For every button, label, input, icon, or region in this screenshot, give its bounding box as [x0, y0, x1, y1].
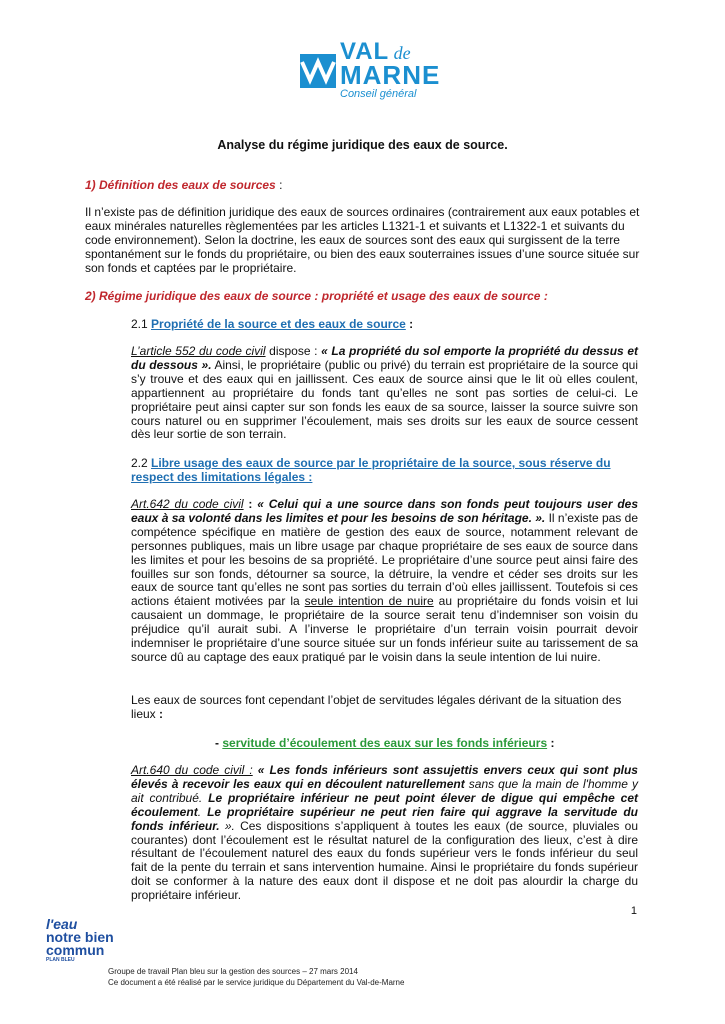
page-number: 1	[630, 905, 637, 917]
article-640-body	[131, 764, 638, 903]
article-640-plain-1: sans que la main de l'homme y ait contribué.	[131, 776, 639, 805]
article-552-dispose: dispose :	[265, 344, 322, 358]
logo-marne: MARNE	[340, 60, 441, 90]
footer-line-1: Groupe de travail Plan bleu sur la gestion des sources – 27 mars 2014	[108, 967, 358, 976]
section-2-heading: 2) Régime juridique des eaux de source : propriété et usage des eaux de source :	[85, 289, 548, 303]
article-640-quote-2: Le propriétaire inférieur ne peut point élever de digue qui empêche cet écoulement	[131, 790, 639, 819]
plan-bleu-logo-line-4: PLAN BLEU	[46, 957, 75, 963]
logo-conseil: Conseil général	[340, 88, 417, 100]
article-642-body-2: au propriétaire du fonds voisin et lui causaient un dommage, le propriétaire de la source serait tenu d’indemniser son voisin du préjudice qu’il aurait subi. A l’inverse le propriétaire d’un terrain voisin pourrait devoir indemniser le propriétaire d’une source située sur un fonds inférieur suite au tarissement de sa source dû au captage des eaux pratiqué par le voisin dans la seule intention de lui nuire.	[131, 594, 638, 664]
article-552-body: Ainsi, le propriétaire (public ou privé) du terrain est propriétaire de la source qui s’y trouve et des eaux qui en jaillissent. Ces eaux de source ainsi que le lit où elles coulent, appartiennent au propriétaire du fonds tant qu’elles ne sont pas sorties de celui-ci. Le propriétaire peut ainsi capter sur son fonds les eaux de sa source, laisser la source suivre son cours naturel ou en supprimer l’écoulement, mais ses droits sur les eaux de source cessent dès leur sortie de son terrain.	[131, 357, 638, 442]
footer	[108, 966, 404, 988]
plan-bleu-logo-line-2: notre bien	[46, 929, 114, 945]
subsection-2-1-body	[131, 345, 638, 442]
article-640-commentary: Ces dispositions s’appliquent à toutes les eaux (de source, pluviales ou courantes) dont l’écoulement est le résultat naturel de la configuration des lieux, c’est à dire résultant de l’écoulement naturel des eaux du fonds supérieur vers le fonds inférieur du seul fait de la pente du terrain et sans intervention humaine. Ainsi le propriétaire du fonds supérieur doit se conformer à la nature des eaux dont il dispose et ne doit pas alourdir la charge du propriétaire inférieur.	[131, 818, 638, 903]
article-640-plain-2: .	[197, 804, 208, 819]
article-640-plain-3: ».	[219, 818, 235, 833]
section-1-heading	[85, 178, 282, 192]
article-642-ref: Art.642 du code civil	[131, 497, 244, 511]
servitude-heading	[215, 736, 554, 750]
subsection-2-2-number: 2.2	[131, 456, 152, 470]
article-642-quote: « Celui qui a une source dans son fonds peut toujours user des eaux à sa volonté dans les limites et pour les besoins de son héritage. ».	[131, 497, 638, 525]
servitudes-intro-colon: :	[159, 706, 164, 721]
servitude-colon: :	[547, 736, 555, 750]
article-642-body-1: Il n’existe pas de compétence spécifique en matière de gestion des eaux de source, notamment relevant de personnes publiques, mais un libre usage par chaque propriétaire de ses eaux de source dans les limites et pour les besoins de sa propriété. Le propriétaire d’une source peut ainsi faire des fouilles sur son fonds, détourner sa source, la détruire, la vendre et céder ses droits sur les eaux de source tant qu’elles ne sont pas sorties du terrain d’où elles jaillissent. Toutefois si ces actions étaient motivées par la	[131, 510, 638, 609]
plan-bleu-logo-line-1: l'eau	[46, 916, 78, 932]
article-552-ref: L’article 552 du code civil	[131, 344, 266, 358]
servitudes-intro-text: Les eaux de sources font cependant l’objet de servitudes légales dérivant de la situation des lieux	[131, 693, 622, 721]
section-1-body: Il n’existe pas de définition juridique des eaux de sources ordinaires (contrairement aux eaux potables et eaux minérales naturelles règlementées par les articles L1321-1 et suivants et L1322-1 et suivants du code environnement). Selon la doctrine, les eaux de sources sont des eaux qui surgissent de la terre spontanément sur le fonds du propriétaire, ou bien des eaux souterraines issues d’une source située sur son fonds et captées par le propriétaire.	[85, 205, 640, 275]
logo-val: VAL	[340, 38, 390, 65]
footer-line-2: Ce document a été réalisé par le service juridique du Département du Val-de-Marne	[108, 978, 405, 987]
article-640-quote-3: Le propriétaire supérieur ne peut rien faire qui aggrave la servitude du fonds inférieur.	[131, 804, 638, 833]
article-640-quote-1: « Les fonds inférieurs sont assujettis envers ceux qui sont plus élevés à recevoir les eaux qui en découlent naturellement	[131, 763, 638, 791]
subsection-2-2-body	[131, 498, 638, 665]
article-552-quote: « La propriété du sol emporte la propriété du dessus et du dessous ».	[131, 344, 638, 372]
plan-bleu-logo-line-3: commun	[46, 942, 105, 958]
subsection-2-1-link[interactable]: Propriété de la source et des eaux de source	[151, 317, 406, 331]
val-de-marne-logo	[300, 36, 441, 104]
intent-to-harm: seule intention de nuire	[304, 594, 434, 609]
subsection-2-1-number: 2.1	[131, 317, 152, 331]
servitudes-intro	[131, 694, 638, 722]
plan-bleu-logo	[46, 918, 116, 968]
section-1-heading-text: 1) Définition des eaux de sources	[85, 178, 276, 192]
subsection-2-1-colon: :	[405, 317, 414, 331]
document-title: Analyse du régime juridique des eaux de source.	[217, 138, 508, 152]
subsection-2-2-link[interactable]: Libre usage des eaux de source par le propriétaire de la source, sous réserve du respect des limitations légales :	[131, 456, 611, 484]
subsection-2-2-heading	[131, 456, 631, 484]
logo-zigzag-icon	[300, 54, 336, 88]
logo-de: de	[393, 43, 411, 63]
article-642-colon: :	[243, 497, 258, 511]
servitude-link[interactable]: servitude d’écoulement des eaux sur les fonds inférieurs	[222, 736, 548, 750]
servitude-dash: -	[215, 736, 223, 750]
subsection-2-1-heading	[131, 317, 413, 331]
section-1-colon: :	[275, 178, 283, 192]
article-640-ref: Art.640 du code civil :	[131, 763, 253, 777]
